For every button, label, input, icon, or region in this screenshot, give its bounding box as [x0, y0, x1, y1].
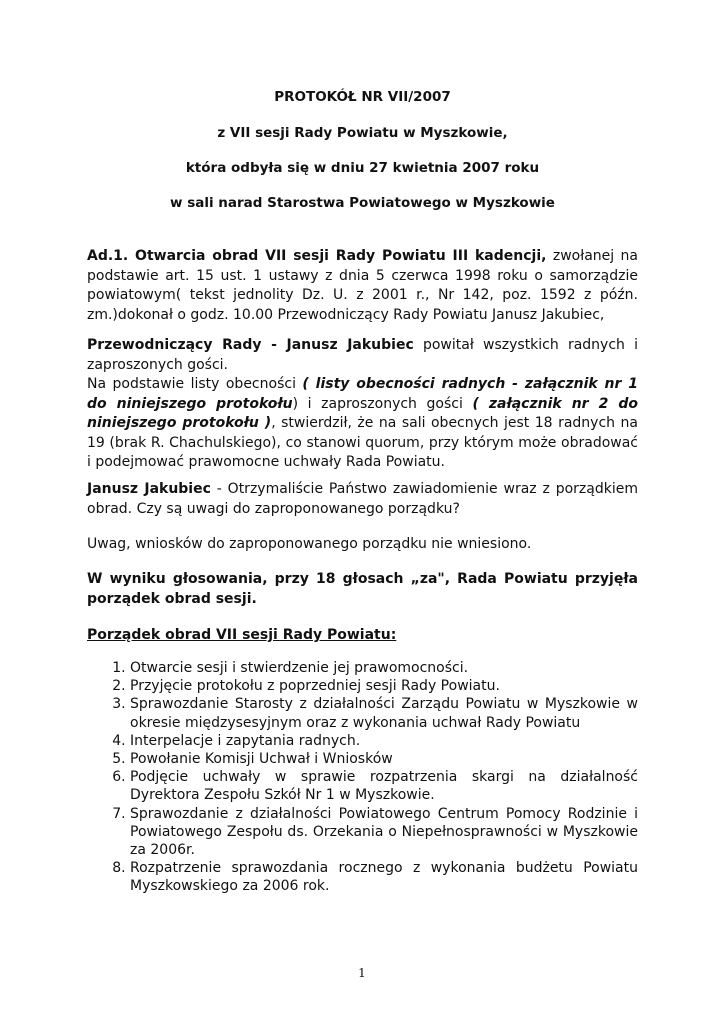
attendance-text-3: , stwierdził, że na sali obecnych jest 18 radnych na 19 (brak R. Chachulskiego), co stanowi quorum, przy którym może obradować i podejmować prawomocne uchwały Rada Powiatu.	[87, 415, 638, 470]
ad1-paragraph	[87, 247, 638, 325]
ad1-text: zwołanej na podstawie art. 15 ust. 1 ustawy z dnia 5 czerwca 1998 roku o samorządzie powiatowym( tekst jednolity Dz. U. z 2001 r., Nr 142, poz. 1592 z późn. zm.)dokonał o godz. 10.00 Przewodniczący Rady Powiatu Janusz Jakubiec,	[87, 248, 639, 323]
agenda-item: 2. Przyjęcie protokołu z poprzedniej sesji Rady Powiatu.	[130, 677, 638, 695]
attachment-2-ref: ( załącznik nr 2 do niniejszego protokołu )	[87, 395, 638, 431]
attachment-1-ref: ( listy obecności radnych - załącznik nr 1 do niniejszego protokołu	[87, 376, 639, 412]
attendance-text-1: Na podstawie listy obecności	[87, 376, 303, 392]
no-remarks-paragraph	[87, 535, 638, 555]
agenda-item: 8. Rozpatrzenie sprawozdania rocznego z wykonania budżetu Powiatu Myszkowskiego za 2006 rok.	[130, 859, 638, 895]
protocol-title: PROTOKÓŁ NR VII/2007	[274, 89, 451, 105]
attendance-paragraph	[87, 375, 638, 473]
welcome-paragraph	[87, 336, 638, 375]
page-number: 1	[358, 966, 366, 980]
welcome-speaker: Przewodniczący Rady - Janusz Jakubiec	[87, 337, 414, 353]
agenda-list-block	[87, 659, 638, 896]
agenda-item: 1. Otwarcie sesji i stwierdzenie jej prawomocności.	[130, 659, 638, 677]
date-line: która odbyła się w dniu 27 kwietnia 2007 roku	[185, 160, 540, 176]
vote-paragraph	[87, 570, 638, 609]
venue-line: w sali narad Starostwa Powiatowego w Myszkowie	[170, 195, 555, 211]
agenda-item: 7. Sprawozdanie z działalności Powiatowego Centrum Pomocy Rodzinie i Powiatowego Zespołu ds. Orzekania o Niepełnosprawności w Myszkowie za 2006r.	[130, 805, 638, 860]
agenda-title: Porządek obrad VII sesji Rady Powiatu:	[87, 627, 397, 643]
attendance-text-2: ) i zaproszonych gości	[292, 395, 473, 412]
agenda-item: 6. Podjęcie uchwały w sprawie rozpatrzenia skargi na działalność Dyrektora Zespołu Szkół Nr 1 w Myszkowie.	[130, 768, 638, 804]
notice-paragraph	[87, 480, 638, 519]
session-line: z VII sesji Rady Powiatu w Myszkowie,	[217, 125, 508, 141]
welcome-text: powitał wszystkich radnych i zaproszonych gości.	[87, 337, 638, 373]
agenda-item: 5. Powołanie Komisji Uchwał i Wniosków	[130, 750, 638, 768]
vote-result: W wyniku głosowania, przy 18 głosach „za", Rada Powiatu przyjęła porządek obrad sesji.	[87, 571, 638, 607]
notice-speaker: Janusz Jakubiec	[87, 481, 211, 497]
no-remarks-text: Uwag, wniosków do zaproponowanego porządku nie wniesiono.	[87, 536, 532, 552]
agenda-item: 3. Sprawozdanie Starosty z działalności Zarządu Powiatu w Myszkowie w okresie międzysesyjnym oraz z wykonania uchwał Rady Powiatu	[130, 695, 638, 731]
agenda-heading-block	[87, 626, 638, 646]
notice-text: - Otrzymaliście Państwo zawiadomienie wraz z porządkiem obrad. Czy są uwagi do zaproponowanego porządku?	[87, 481, 638, 517]
agenda-list	[87, 659, 638, 896]
agenda-item: 4. Interpelacje i zapytania radnych.	[130, 732, 638, 750]
ad1-heading: Ad.1. Otwarcia obrad VII sesji Rady Powiatu III kadencji,	[87, 248, 547, 264]
